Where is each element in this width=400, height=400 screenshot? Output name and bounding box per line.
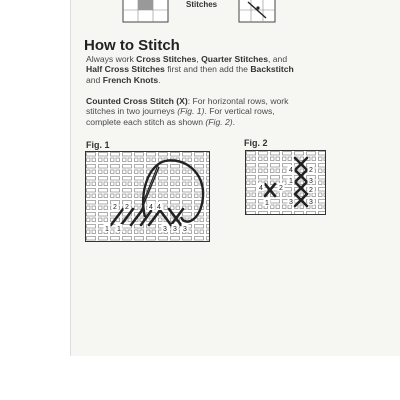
top-stitch-diagram-left [122,0,170,24]
fig1-stitch-number [124,202,131,211]
fig2-stitch-number [308,197,315,206]
fig2-stitch-number-text: 2 [309,187,313,194]
fig1-stitch-number [116,224,123,233]
fig1-stitch-number-text: 3 [163,226,167,233]
fig1-stitch-number-text: 1 [117,226,121,233]
fig1-stitch-number-text: 2 [113,204,117,211]
fig2-stitch-number [288,197,295,206]
fig2-stitch-number-text: 3 [309,199,313,206]
fig2-stitch-number [308,165,315,174]
fig1-stitch-number [156,202,163,211]
fig1-stitch-number-text: 2 [125,204,129,211]
fig2-stitch-number-text: 2 [279,185,283,192]
fig2-stitch-number-text: 3 [289,199,293,206]
fig1-stitch-number-text: 4 [149,204,153,211]
fig2-stitch-number-text: 4 [259,185,263,192]
fig1-label: Fig. 1 [86,140,110,150]
page-title: How to Stitch [84,37,180,54]
fig2-stitch-number [264,198,271,207]
intro-paragraph: Always work Cross Stitches, Quarter Stitches, and Half Cross Stitches first and then add the Backstitch and French Knots. [86,54,294,85]
fig1-stitch-number-text: 3 [183,226,187,233]
fig1-stitch-number [104,224,111,233]
fig2-stitch-number [308,185,315,194]
fig1-diagram [85,151,211,243]
fig1-stitch-number [162,224,169,233]
fig1-stitch-number [112,202,119,211]
fig2-label: Fig. 2 [244,138,268,148]
fig2-stitch-number [278,183,285,192]
fig2-stitch-number-text: 1 [265,200,269,207]
stitches-label: Stitches [186,0,218,9]
fig2-stitch-number [288,165,295,174]
top-stitch-diagram-right [238,0,278,24]
fig1-stitch-number-text: 1 [105,226,109,233]
fig2-diagram [245,150,327,216]
fig1-stitch-number [182,224,189,233]
fig2-stitch-number-text: 3 [309,178,313,185]
fig1-stitch-number [172,224,179,233]
counted-cross-stitch-paragraph: Counted Cross Stitch (X): For horizontal rows, work stitches in two journeys (Fig. 1). For vertical rows, complete each stitch as shown (Fig. 2). [86,96,289,127]
fig2-stitch-number [308,176,315,185]
fig2-stitch-number [258,183,265,192]
fig1-stitch-number-text: 3 [173,226,177,233]
fig2-stitch-number-text: 1 [289,178,293,185]
fig2-stitch-number-text: 2 [309,167,313,174]
fig1-stitch-number-text: 4 [157,204,161,211]
fig2-stitch-number [288,176,295,185]
fig1-stitch-number [148,202,155,211]
fig2-stitch-number-text: 4 [289,167,293,174]
